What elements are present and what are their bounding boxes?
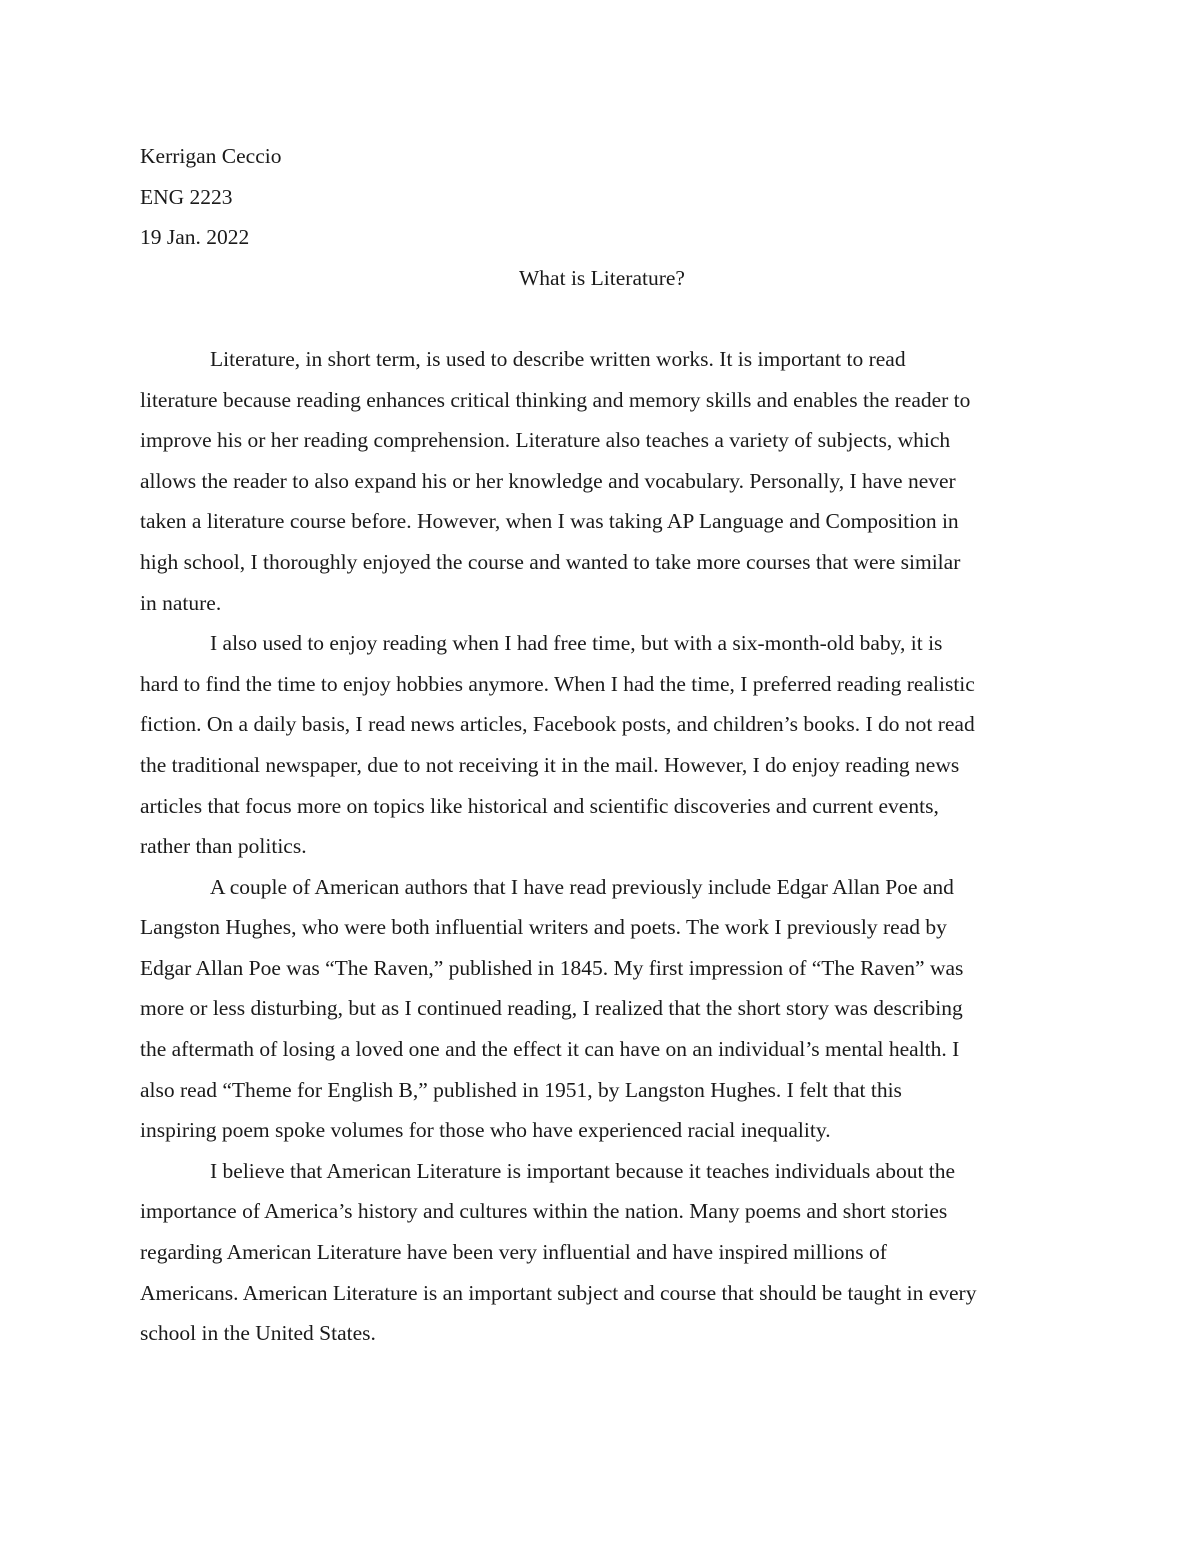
paragraph-line: Americans. American Literature is an important subject and course that should be taught in every	[140, 1280, 977, 1305]
paragraph-line: regarding American Literature have been very influential and have inspired millions of	[140, 1240, 887, 1265]
paragraph-line: I also used to enjoy reading when I had free time, but with a six-month-old baby, it is	[210, 631, 943, 656]
paragraph-line: more or less disturbing, but as I continued reading, I realized that the short story was describing	[140, 996, 963, 1021]
paragraph-line: the aftermath of losing a loved one and the effect it can have on an individual’s mental health. I	[140, 1037, 960, 1062]
paragraph	[140, 623, 1060, 867]
paragraph-line: articles that focus more on topics like historical and scientific discoveries and current events,	[140, 793, 939, 818]
paragraph-line: taken a literature course before. However, when I was taking AP Language and Composition in	[140, 509, 959, 534]
paragraph	[140, 1151, 1060, 1354]
title-spacer	[140, 298, 1060, 339]
paragraph-line: importance of America’s history and cultures within the nation. Many poems and short stories	[140, 1199, 948, 1224]
paragraph-line: rather than politics.	[140, 834, 307, 859]
paragraph-line: literature because reading enhances critical thinking and memory skills and enables the reader to	[140, 387, 971, 412]
essay-date: 19 Jan. 2022	[140, 225, 250, 250]
paragraph-line: allows the reader to also expand his or her knowledge and vocabulary. Personally, I have never	[140, 468, 956, 493]
paragraph-line: Edgar Allan Poe was “The Raven,” published in 1845. My first impression of “The Raven” was	[140, 955, 964, 980]
paragraph-line: I believe that American Literature is important because it teaches individuals about the	[210, 1158, 956, 1183]
author-name: Kerrigan Ceccio	[140, 144, 282, 168]
paragraph-line: in nature.	[140, 590, 222, 615]
paragraph-line: school in the United States.	[140, 1321, 376, 1346]
paragraph-line: inspiring poem spoke volumes for those who have experienced racial inequality.	[140, 1118, 831, 1143]
essay-title: What is Literature?	[519, 265, 685, 290]
course-code: ENG 2223	[140, 184, 233, 209]
paragraph-line: improve his or her reading comprehension. Literature also teaches a variety of subjects, which	[140, 428, 951, 453]
paragraph-line: A couple of American authors that I have read previously include Edgar Allan Poe and	[210, 874, 954, 899]
document-body	[140, 136, 1060, 1354]
paragraph	[140, 867, 1060, 1151]
paragraph-line: high school, I thoroughly enjoyed the course and wanted to take more courses that were similar	[140, 549, 961, 574]
paragraph-line: hard to find the time to enjoy hobbies anymore. When I had the time, I preferred reading realistic	[140, 671, 975, 696]
paragraph-line: also read “Theme for English B,” published in 1951, by Langston Hughes. I felt that this	[140, 1077, 902, 1102]
paragraph-line: fiction. On a daily basis, I read news articles, Facebook posts, and children’s books. I do not read	[140, 712, 975, 737]
paragraph	[140, 339, 1060, 623]
paragraph-line: the traditional newspaper, due to not receiving it in the mail. However, I do enjoy reading news	[140, 752, 960, 777]
paragraph-line: Literature, in short term, is used to describe written works. It is important to read	[210, 346, 906, 371]
paragraph-line: Langston Hughes, who were both influential writers and poets. The work I previously read by	[140, 915, 947, 940]
